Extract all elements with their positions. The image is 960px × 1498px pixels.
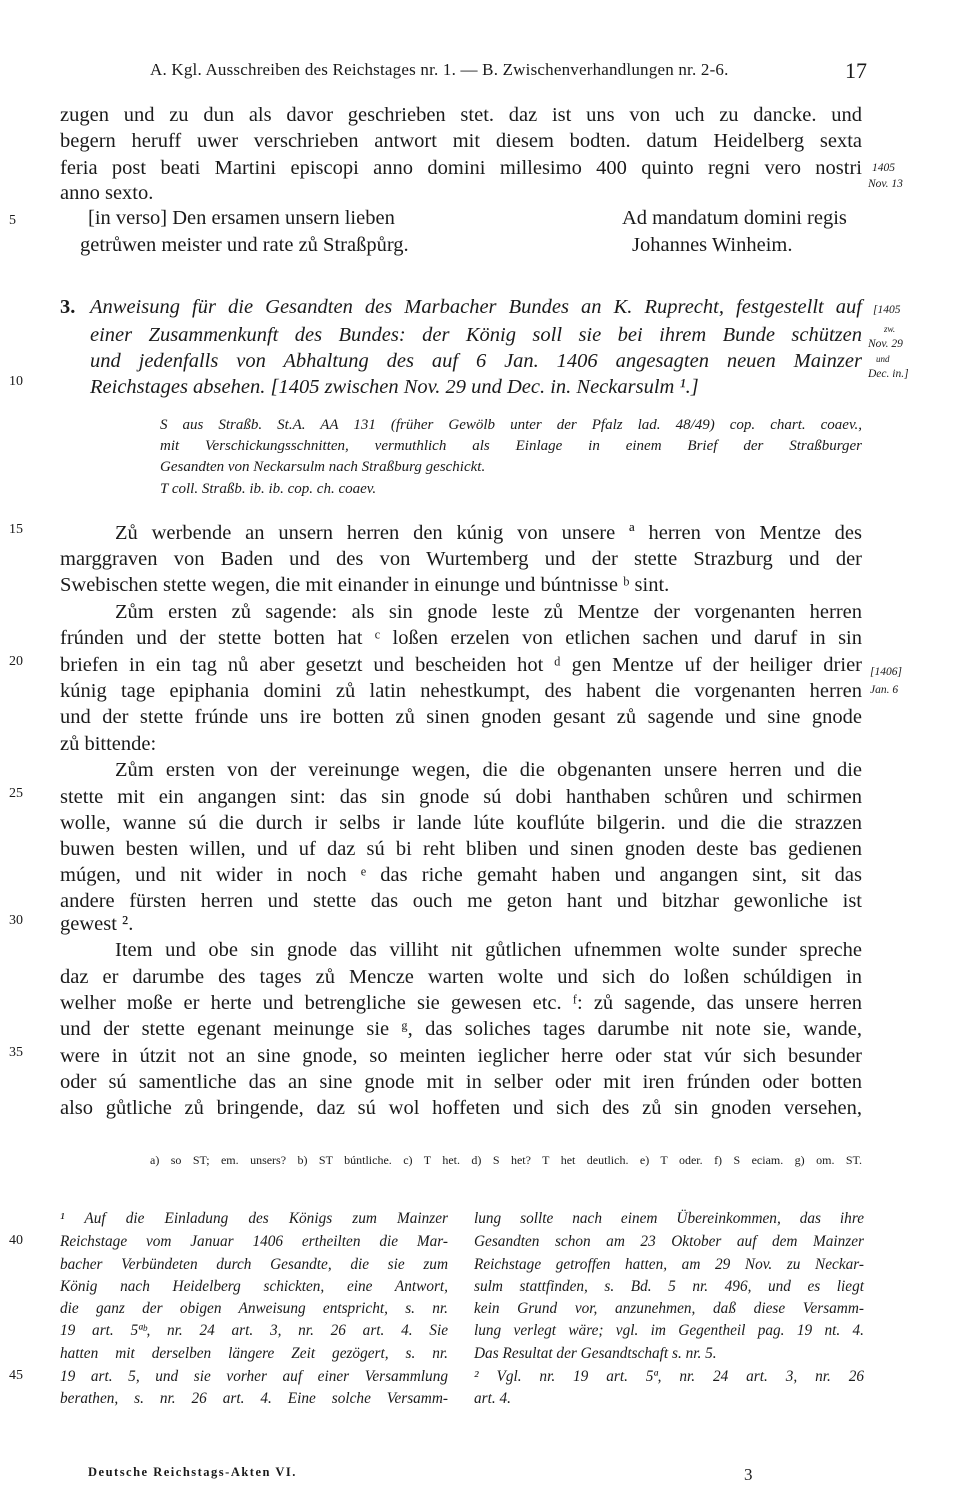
body-line: Zů werbende an unsern herren den kúnig von unsere ª herren von Mentze des xyxy=(115,522,862,544)
line-number: 10 xyxy=(9,374,23,389)
footnote-line: Reichstage getroffen hatten, am 29 Nov. zu Neckar- xyxy=(474,1256,864,1273)
footnote-line: ¹ Auf die Einladung des Königs zum Mainzer xyxy=(60,1210,448,1227)
body-line: Item und obe sin gnode das villiht nit gůtlichen ufnemmen wolte sunder spreche xyxy=(115,939,862,961)
section-heading-line: und jedenfalls von Abhaltung des auf 6 Jan. 1406 angesagten neuen Mainzer xyxy=(90,350,862,372)
body-line: gewest ². xyxy=(60,913,134,935)
footnote-line: lung verlegt wäre; vgl. im Gegentheil pag. 19 nt. 4. xyxy=(474,1322,864,1339)
margin-date: Nov. 13 xyxy=(868,178,903,190)
running-header: A. Kgl. Ausschreiben des Reichstages nr. 1. — B. Zwischenverhandlungen nr. 2-6. xyxy=(150,60,729,79)
margin-date: zw. xyxy=(884,324,896,334)
footnote-line: Das Resultat der Gesandtschaft s. nr. 5. xyxy=(474,1345,717,1362)
footnote-line: ² Vgl. nr. 19 art. 5ª, nr. 24 art. 3, nr. 26 xyxy=(474,1368,864,1385)
body-line: Swebischen stette wegen, die mit einander in einunge und búntnisse ᵇ sint. xyxy=(60,574,670,596)
section-heading-line: Reichstages absehen. [1405 zwischen Nov. 29 und Dec. in. Neckarsulm ¹.] xyxy=(90,376,699,398)
section-heading-line: einer Zusammenkunft des Bundes: der König soll sie bei ihrem Bunde schützen xyxy=(90,324,862,346)
body-line: wolle, wanne sú die durch ir selbs ir lande lúte kouflúte bilgerin. und die die strazzen xyxy=(60,812,862,834)
line-number: 20 xyxy=(9,654,23,669)
footnote-line: 19 art. 5, und sie vorher auf einer Versammlung xyxy=(60,1368,448,1385)
body-line: daz er darumbe des tages zů Mencze warten wolte und sich do loßen schúldigen in xyxy=(60,966,862,988)
line-number: 25 xyxy=(9,786,23,801)
body-line: marggraven von Baden und des von Wurtemberg und der stette Strazburg und der xyxy=(60,548,862,570)
margin-date: und xyxy=(876,354,890,364)
footnote-line: kein Grund vor, anzunehmen, daß diese Versamm- xyxy=(474,1300,864,1317)
margin-date: 1405 xyxy=(872,162,895,174)
source-note-line: Gesandten von Neckarsulm nach Straßburg geschickt. xyxy=(160,459,486,475)
body-line: kúnig tage epiphania domini zů latin nehestkumpt, des habent die vorgenanten herren xyxy=(60,680,862,702)
book-series-footer: Deutsche Reichstags-Akten VI. xyxy=(88,1465,297,1479)
margin-date: Jan. 6 xyxy=(870,684,899,696)
body-line: also gůtliche zů bringende, daz sú wol hoffeten und sich des zů sin gnoden versehen, xyxy=(60,1097,862,1119)
sheet-signature: 3 xyxy=(744,1465,753,1484)
address-line: [in verso] Den ersamen unsern lieben xyxy=(88,207,395,229)
body-line: und der stette frúnde uns ire botten zů sinen gnoden gesant zů sagende und sine gnode xyxy=(60,706,862,728)
footnote-line: berathen, s. nr. 26 art. 4. Eine solche Versamm- xyxy=(60,1390,448,1407)
body-line: were in útzit not an sine gnode, so meinten ieglicher herre oder stat vúr sich besunder xyxy=(60,1045,862,1067)
variant-apparatus: a) so ST; em. unsers? b) ST búntliche. c) T het. d) S het? T het deutlich. e) T oder. f) S eciam. g) om. ST. xyxy=(150,1153,862,1167)
body-line: zů bittende: xyxy=(60,733,157,755)
body-line: oder sú samentliche das an sine gnode mit in selber oder mit iren frúnden oder botten xyxy=(60,1071,862,1093)
text-line: feria post beati Martini episcopi anno domini millesimo 400 quinto regni vero nostri xyxy=(60,157,862,179)
body-line: frúnden und der stette botten hat ᶜ loßen erzelen von etlichen sachen und daruf in sin xyxy=(60,627,862,649)
footnote-line: lung sollte nach einem Übereinkommen, das ihre xyxy=(474,1210,864,1227)
address-line: getrůwen meister und rate zů Straßpůrg. xyxy=(80,234,409,256)
source-note-line: T coll. Straßb. ib. ib. cop. ch. coaev. xyxy=(160,481,377,497)
body-line: stette mit ein angangen sint: das sin gnode sú dobi hanthaben schůren und schirmen xyxy=(60,786,862,808)
footnote-line: die ganz der obigen Anweisung entspricht, s. nr. xyxy=(60,1300,448,1317)
footnote-line: hatten mit derselben längere Zeit gezögert, s. nr. xyxy=(60,1345,448,1362)
footnote-line: Reichstage vom Januar 1406 ertheilten die Mar- xyxy=(60,1233,448,1250)
footnote-line: sulm stattfinden, s. Bd. 5 nr. 496, und es liegt xyxy=(474,1278,864,1295)
signatory-line: Johannes Winheim. xyxy=(632,234,793,256)
page-number: 17 xyxy=(845,58,867,83)
footnote-line: 19 art. 5ªᵇ, nr. 24 art. 3, nr. 26 art. 4. Sie xyxy=(60,1322,448,1339)
footnote-line: bacher Verbündeten durch Gesandte, die sie zum xyxy=(60,1256,448,1273)
body-line: welher moße er herte und betrengliche sie gewesen etc. ᶠ: zů sagende, das unsere herren xyxy=(60,992,862,1014)
text-line: zugen und zu dun als davor geschrieben stet. daz ist uns von uch zu dancke. und xyxy=(60,104,862,126)
line-number: 30 xyxy=(9,913,23,928)
body-line: Zům ersten von der vereinunge wegen, die die obgenanten unsere herren und die xyxy=(115,759,862,781)
line-number: 40 xyxy=(9,1233,23,1248)
body-line: buwen besten willen, und uf daz sú bi reht bliben und sinen gnoden deste bas gedienen xyxy=(60,838,862,860)
body-line: múgen, und nit wider in noch ᵉ das riche gemaht haben und angangen sint, sit das xyxy=(60,864,862,886)
line-number: 35 xyxy=(9,1045,23,1060)
body-line: und der stette egenant meinunge sie ᵍ, das soliches tages darumbe nit note sie, wande, xyxy=(60,1018,862,1040)
source-note-line: mit Verschickungsschnitten, vermuthlich als Einlage in einem Brief der Straßburger xyxy=(160,438,862,454)
source-note-line: S aus Straßb. St.A. AA 131 (früher Gewölb unter der Pfalz lad. 48/49) cop. chart. coaev., xyxy=(160,417,862,433)
section-heading-line: Anweisung für die Gesandten des Marbacher Bundes an K. Ruprecht, festgestellt auf xyxy=(90,296,862,318)
text-line: anno sexto. xyxy=(60,182,154,204)
line-number: 15 xyxy=(9,522,23,537)
body-line: andere fürsten herren und stette das ouch me geton hant und bitzhar gewonliche ist xyxy=(60,890,862,912)
margin-date: [1405 xyxy=(873,304,901,316)
body-line: Zům ersten zů sagende: als sin gnode leste zů Mentze der vorgenanten herren xyxy=(115,601,862,623)
section-number: 3. xyxy=(60,296,76,318)
line-number: 5 xyxy=(9,213,16,228)
body-line: briefen in ein tag nů aber gesetzt und bescheiden hot ᵈ gen Mentze uf der heiliger drier xyxy=(60,654,862,676)
margin-date: Dec. in.] xyxy=(868,368,909,380)
text-line: begern heruff uwer verschrieben antwort mit diesem bodten. datum Heidelberg sexta xyxy=(60,130,862,152)
mandate-line: Ad mandatum domini regis xyxy=(622,207,847,229)
margin-date: [1406] xyxy=(870,666,902,678)
line-number: 45 xyxy=(9,1368,23,1383)
footnote-line: König nach Heidelberg schickten, eine Antwort, xyxy=(60,1278,448,1295)
margin-date: Nov. 29 xyxy=(868,338,903,350)
footnote-line: Gesandten schon am 23 Oktober auf dem Mainzer xyxy=(474,1233,864,1250)
footnote-line: art. 4. xyxy=(474,1390,511,1407)
